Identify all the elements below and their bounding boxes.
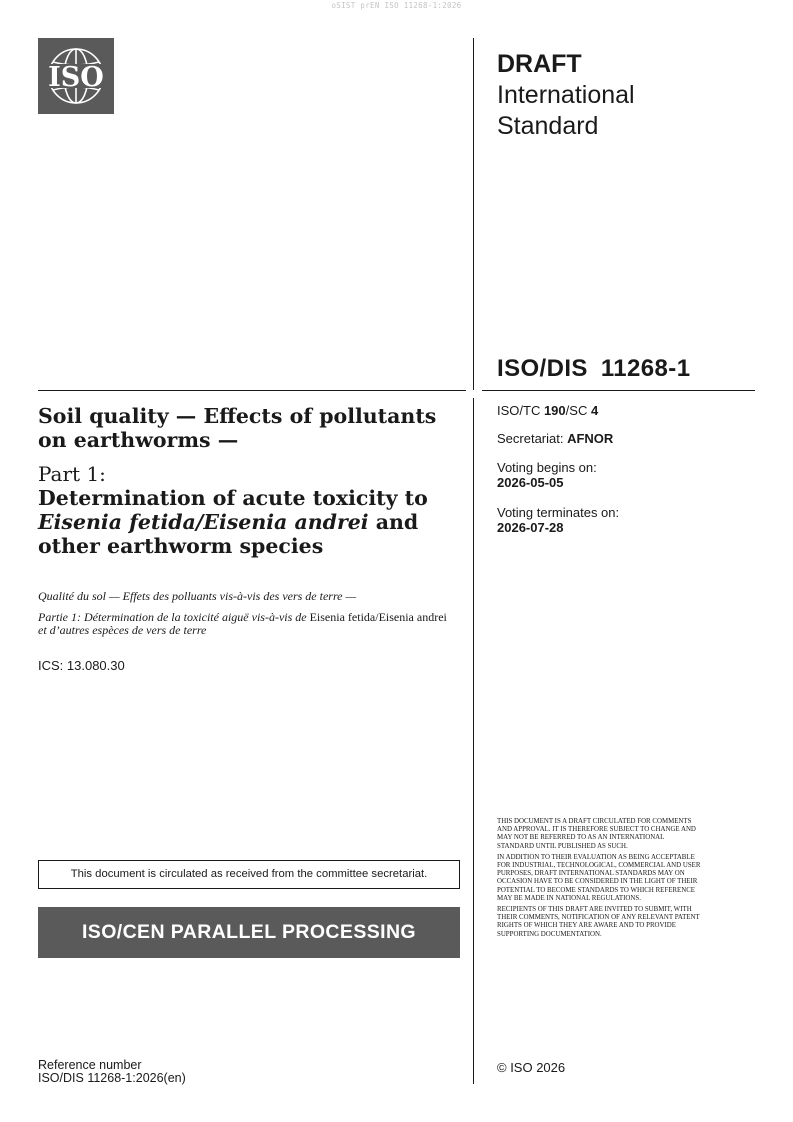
heading-line-standard: Standard [497,112,599,140]
french-title [38,590,458,645]
reference-label: Reference number [38,1058,142,1072]
logo-text: ISO [48,62,104,93]
draft-standard-heading [497,49,635,142]
notice-paragraph-2: IN ADDITION TO THEIR EVALUATION AS BEING ACCEPTABLE FOR INDUSTRIAL, TECHNOLOGICAL, COMMERCIAL AND USER PURPOSES, DRAFT INTERNATIONAL STANDARDS MAY ON OCCASION HAVE TO BE CONSIDERED IN THE LIGHT OF THEIR POTENTIAL TO BECOME STANDARDS TO WHICH REFERENCE MAY BE MADE IN NATIONAL REGULATIONS. [497,853,701,902]
subtitle-species: Eisenia fetida/Eisenia andrei [38,510,369,534]
french-title-main: Qualité du sol — Effets des polluants vis-à-vis des vers de terre — [38,589,357,603]
secretariat-value: AFNOR [567,431,614,446]
voting-terminates-date: 2026-07-28 [497,520,564,535]
secretariat [497,431,613,446]
iso-logo [38,38,114,114]
committee-tc: 190 [543,403,566,418]
divider-horizontal-right [482,390,755,391]
heading-line-draft: DRAFT [497,50,582,78]
reference-number [38,1059,186,1085]
draft-notice [497,818,702,942]
title-subtitle [38,486,458,558]
french-part-text-1: Partie 1: Détermination de la toxicité aiguë vis-à-vis de [38,609,310,624]
voting-begins-label: Voting begins on: [497,460,597,475]
voting-terminates [497,505,619,535]
french-part-text-2: et d’autres espèces de vers de terre [38,623,207,637]
french-part-species: Eisenia fetida/Eisenia andrei [309,609,447,624]
circulated-note: This document is circulated as received from the committee secretariat. [38,860,460,889]
voting-begins-date: 2026-05-05 [497,475,564,490]
heading-line-international: International [497,81,635,109]
title-main: Soil quality — Effects of pollutants on earthworms — [38,404,437,452]
copyright: © ISO 2026 [497,1060,566,1075]
committee [497,403,598,418]
committee-prefix: ISO/TC [497,403,544,418]
notice-paragraph-3: RECIPIENTS OF THIS DRAFT ARE INVITED TO SUBMIT, WITH THEIR COMMENTS, NOTIFICATION OF ANY RELEVANT PATENT RIGHTS OF WHICH THEY ARE AWARE AND TO PROVIDE SUPPORTING DOCUMENTATION. [497,906,700,938]
divider-vertical-bottom [473,398,474,1084]
committee-sc: 4 [590,403,599,418]
subtitle-text-2: and other earthworm species [38,510,419,558]
ics-code: ICS: 13.080.30 [38,658,125,673]
divider-vertical-top [473,38,474,390]
title-part: Part 1: [38,462,106,486]
subtitle-text-1: Determination of acute toxicity to [38,486,428,510]
divider-horizontal-left [38,390,466,391]
notice-paragraph-1: THIS DOCUMENT IS A DRAFT CIRCULATED FOR COMMENTS AND APPROVAL. IT IS THEREFORE SUBJECT TO CHANGE AND MAY NOT BE REFERRED TO AS AN INTERNATIONAL STANDARD UNTIL PUBLISHED AS SUCH. [497,818,696,850]
voting-begins [497,460,597,490]
iso-globe-logo-icon [38,38,114,114]
document-number: ISO/DIS 11268-1 [497,355,691,382]
parallel-processing-banner: ISO/CEN PARALLEL PROCESSING [38,907,460,958]
voting-terminates-label: Voting terminates on: [497,505,620,520]
watermark: oSIST prEN ISO 11268-1:2026 [331,1,462,10]
reference-value: ISO/DIS 11268-1:2026(en) [38,1071,186,1085]
french-title-part [38,611,458,638]
committee-sep: /SC [565,403,591,418]
secretariat-label: Secretariat: [497,431,568,446]
document-title [38,404,458,558]
